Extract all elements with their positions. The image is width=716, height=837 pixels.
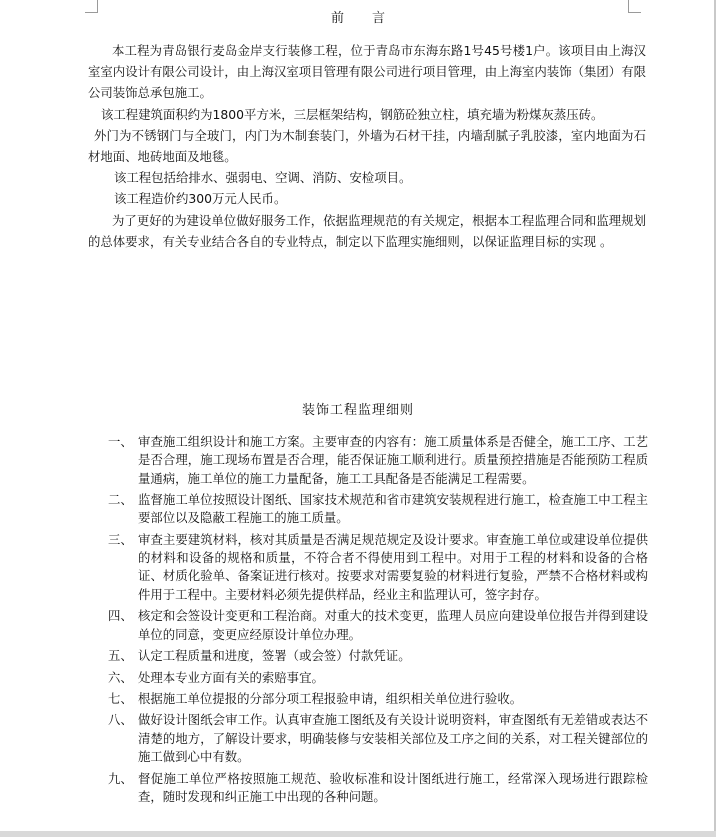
- preface-body: [88, 40, 646, 252]
- list-item: [108, 607, 648, 644]
- item-number: 七、: [108, 690, 133, 706]
- item-number: 九、: [108, 770, 133, 786]
- preface-paragraph: 该工程建筑面积约为1800平方米，三层框架结构，钢筋砼独立柱，填充墙为粉煤灰蒸压砖。: [101, 106, 604, 122]
- item-text: 督促施工单位严格按照施工规范、验收标准和设计图纸进行施工，经常深入现场进行跟踪检查，随时发现和纠正施工中出现的各种问题。: [138, 770, 648, 804]
- item-number: 二、: [108, 492, 133, 508]
- list-item: [108, 531, 648, 604]
- item-number: 一、: [108, 434, 133, 449]
- item-text: 审查施工组织设计和施工方案。主要审查的内容有：施工质量体系是否健全，施工工序、工艺是否合理，施工现场布置是否合理，能否保证施工顺利进行。质量预控措施是否能预防工程质量通病，施工单位的施工力量配备，施工工具配备是否能满足工程需要。: [138, 434, 648, 486]
- item-text: 审查主要建筑材料，核对其质量是否满足规范规定及设计要求。审查施工单位或建设单位提供的材料和设备的规格和质量，不符合者不得使用到工程中。对用于工程的材料和设备的合格证、材质化验单、备案证进行核对。按要求对需要复验的材料进行复验，严禁不合格材料或构件用于工程中。主要材料必须先提供样品，经业主和监理认可，签字封存。: [138, 531, 648, 602]
- item-number: 四、: [108, 608, 133, 624]
- item-text: 处理本专业方面有关的索赔事宜。: [138, 669, 324, 685]
- item-number: 八、: [108, 712, 133, 728]
- item-number: 六、: [108, 669, 133, 685]
- list-item: [108, 770, 648, 807]
- item-text: 做好设计图纸会审工作。认真审查施工图纸及有关设计说明资料，审查图纸有无差错或表达不清楚的地方，了解设计要求，明确装修与安装相关部位及工序之间的关系，对工程关键部位的施工做到心中有数。: [138, 712, 648, 765]
- preface-paragraph: 外门为不锈钢门与全玻门，内门为木制套装门，外墙为石材干挂，内墙刮腻子乳胶漆，室内地面为石材地面、地砖地面及地毯。: [88, 127, 646, 165]
- list-item: [108, 491, 648, 528]
- preface-paragraph: 该工程造价约300万元人民币。: [114, 191, 287, 207]
- item-text: 认定工程质量和进度，签署（或会签）付款凭证。: [138, 648, 411, 664]
- preface-paragraph: 为了更好的为建设单位做好服务工作，依据监理规范的有关规定，根据本工程监理合同和监理规划的总体要求，有关专业结合各自的专业特点，制定以下监理实施细则，以保证监理目标的实现 。: [88, 212, 646, 249]
- preface-paragraph: 该工程包括给排水、强弱电、空调、消防、安检项目。: [114, 170, 412, 186]
- item-text: 根据施工单位提报的分部分项工程报验申请，组织相关单位进行验收。: [138, 690, 523, 706]
- page-bottom-edge: [0, 831, 716, 837]
- item-number: 五、: [108, 648, 133, 664]
- list-item: [108, 690, 648, 708]
- section-title: 装饰工程监理细则: [301, 403, 414, 418]
- item-number: 三、: [108, 531, 133, 547]
- preface-paragraph: 本工程为青岛银行麦岛金岸支行装修工程，位于青岛市东海东路1号45号楼1户。该项目由上海汉室室内设计有限公司设计，由上海汉室项目管理有限公司进行项目管理，由上海室内装饰（集团）有限公司装饰总承包施工。: [88, 43, 646, 101]
- list-item: [108, 433, 648, 488]
- rules-list: [108, 433, 648, 809]
- list-item: [108, 669, 648, 687]
- list-item: [108, 647, 648, 665]
- item-text: 监督施工单位按照设计图纸、国家技术规范和省市建筑安装规程进行施工，检查施工中工程主要部位以及隐蔽工程施工的施工质量。: [138, 492, 648, 526]
- preface-title: 前言: [330, 11, 413, 26]
- list-item: [108, 711, 648, 766]
- item-text: 核定和会签设计变更和工程治商。对重大的技术变更，监理人员应向建设单位报告并得到建设单位的同意，变更应经原设计单位办理。: [138, 608, 648, 642]
